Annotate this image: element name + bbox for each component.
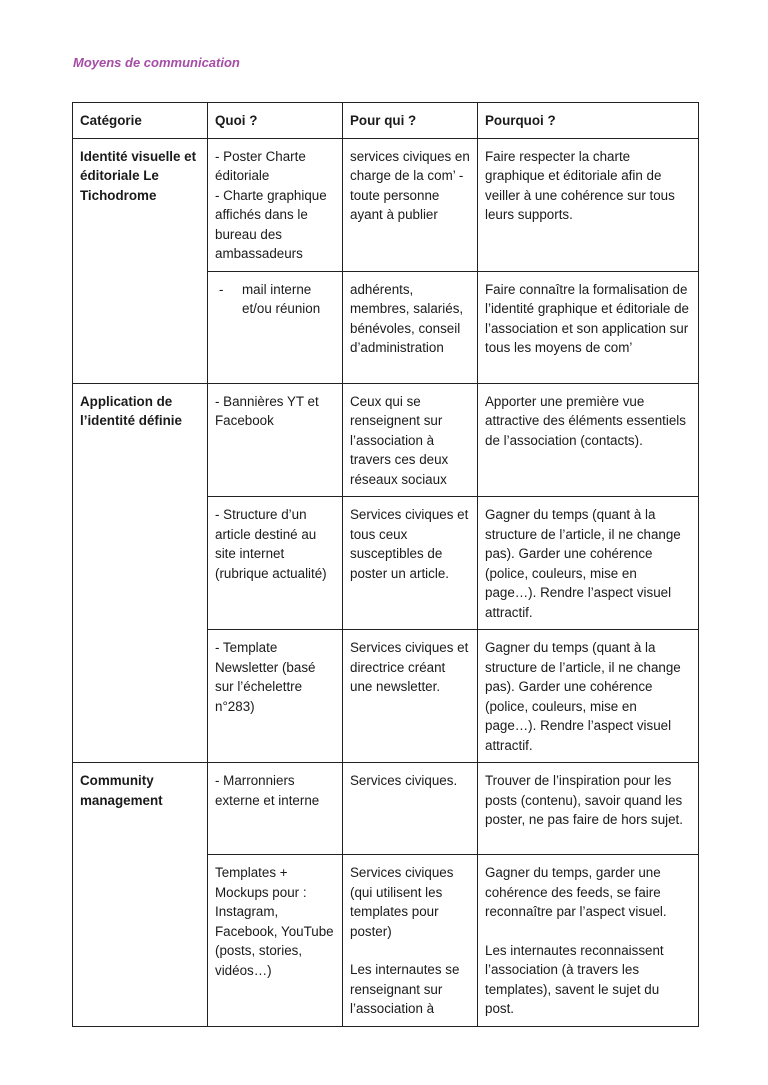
cell-pour-qui: Ceux qui se renseignent sur l’association à travers ces deux réseaux sociaux <box>343 383 478 497</box>
cell-pourquoi: Trouver de l’inspiration pour les posts (contenu), savoir quand les poster, ne pas faire de hors sujet. <box>478 763 699 855</box>
table-row <box>73 383 699 497</box>
header-pourquoi: Pourquoi ? <box>478 103 699 139</box>
cell-pour-qui: Services civiques et directrice créant une newsletter. <box>343 630 478 763</box>
cell-pourquoi: Gagner du temps (quant à la structure de l’article, il ne change pas). Garder une cohérence (police, couleurs, mise en page…). Rendre l’aspect visuel attractif. <box>478 497 699 630</box>
cell-quoi: - Marronniers externe et interne <box>208 763 343 855</box>
header-quoi: Quoi ? <box>208 103 343 139</box>
pourquoi-paragraph-2: Les internautes reconnaissent l’association (à travers les templates), savent le sujet du post. <box>485 942 664 1016</box>
cell-quoi <box>208 271 343 383</box>
cell-pour-qui: services civiques en charge de la com’ - toute personne ayant à publier <box>343 138 478 271</box>
cell-quoi: Templates + Mockups pour : Instagram, Facebook, YouTube (posts, stories, vidéos…) <box>208 855 343 1027</box>
category-application-identite: Application de l’identité définie <box>73 383 208 763</box>
table-header-row <box>73 103 699 139</box>
table-row <box>73 138 699 271</box>
table-row <box>73 763 699 855</box>
category-community-management: Community management <box>73 763 208 1027</box>
list-item <box>215 280 335 319</box>
communication-table <box>72 102 699 1027</box>
cell-pourquoi: Faire connaître la formalisation de l’identité graphique et éditoriale de l’association et son application sur tous les moyens de com’ <box>478 271 699 383</box>
document-title: Moyens de communication <box>73 55 240 70</box>
cell-pour-qui: adhérents, membres, salariés, bénévoles, conseil d’administration <box>343 271 478 383</box>
pourquoi-paragraph-1: Gagner du temps, garder une cohérence des feeds, se faire reconnaître par l’aspect visuel. <box>485 865 667 919</box>
header-pour-qui: Pour qui ? <box>343 103 478 139</box>
cell-pourquoi: Faire respecter la charte graphique et éditoriale afin de veiller à une cohérence sur tous leurs supports. <box>478 138 699 271</box>
cell-quoi: - Bannières YT et Facebook <box>208 383 343 497</box>
cell-pour-qui: Services civiques. <box>343 763 478 855</box>
cell-pourquoi: Gagner du temps (quant à la structure de l’article, il ne change pas). Garder une cohérence (police, couleurs, mise en page…). Rendre l’aspect visuel attractif. <box>478 630 699 763</box>
cell-pour-qui <box>343 855 478 1027</box>
pour-qui-paragraph-2: Les internautes se renseignant sur l’association à <box>350 962 460 1016</box>
category-identite-visuelle: Identité visuelle et éditoriale Le Tichodrome <box>73 138 208 383</box>
pour-qui-paragraph-1: Services civiques (qui utilisent les templates pour poster) <box>350 865 454 939</box>
cell-pourquoi <box>478 855 699 1027</box>
cell-pour-qui: Services civiques et tous ceux susceptibles de poster un article. <box>343 497 478 630</box>
cell-quoi: - Poster Charte éditoriale - Charte graphique affichés dans le bureau des ambassadeurs <box>208 138 343 271</box>
cell-quoi: - Structure d’un article destiné au site internet (rubrique actualité) <box>208 497 343 630</box>
list-item-text: mail interne et/ou réunion <box>242 281 321 316</box>
header-categorie: Catégorie <box>73 103 208 139</box>
list-dash: - <box>219 281 224 297</box>
cell-quoi: - Template Newsletter (basé sur l’échelettre n°283) <box>208 630 343 763</box>
cell-pourquoi: Apporter une première vue attractive des éléments essentiels de l’association (contacts). <box>478 383 699 497</box>
